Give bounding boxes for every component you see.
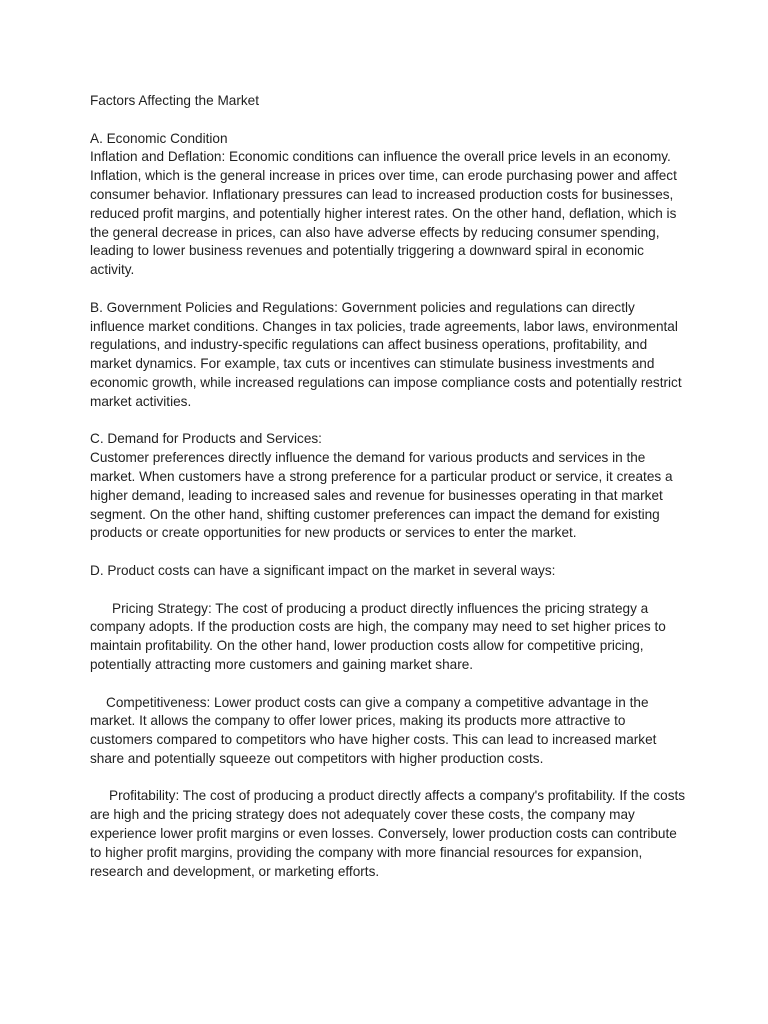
section-body: B. Government Policies and Regulations: Government policies and regulations can directly influence market conditions. Changes in tax policies, trade agreements, labor laws, environmental regulations, and industry-specific regulations can affect business operations, profitability, and market dynamics. For example, tax cuts or incentives can stimulate business investments and economic growth, while increased regulations can impose compliance costs and potentially restrict market activities. <box>90 299 682 409</box>
section-body: D. Product costs can have a significant impact on the market in several ways: <box>90 562 556 578</box>
section-pricing-strategy <box>90 600 690 675</box>
section-heading: C. Demand for Products and Services: <box>90 431 322 447</box>
document-title: Factors Affecting the Market <box>90 93 259 108</box>
section-government-policies <box>90 299 690 412</box>
section-body: Pricing Strategy: The cost of producing a product directly influences the pricing strategy a company adopts. If the production costs are high, the company may need to set higher prices to maintain profitability. On the other hand, lower production costs allow for competitive pricing, potentially attracting more customers and gaining market share. <box>90 600 666 672</box>
section-competitiveness <box>90 694 690 769</box>
section-heading: A. Economic Condition <box>90 130 228 146</box>
section-body: Competitiveness: Lower product costs can give a company a competitive advantage in the market. It allows the company to offer lower prices, making its products more attractive to customers compared to competitors who have higher costs. This can lead to increased market share and potentially squeeze out competitors with higher production costs. <box>90 694 657 766</box>
section-body: Profitability: The cost of producing a product directly affects a company's profitability. If the costs are high and the pricing strategy does not adequately cover these costs, the company may experience lower profit margins or even losses. Conversely, lower production costs can contribute to higher profit margins, providing the company with more financial resources for expansion, research and development, or marketing efforts. <box>90 788 686 879</box>
section-body: Inflation and Deflation: Economic conditions can influence the overall price levels in an economy. Inflation, which is the general increase in prices over time, can erode purchasing power and affect consumer behavior. Inflationary pressures can lead to increased production costs for businesses, reduced profit margins, and potentially higher interest rates. On the other hand, deflation, which is the general decrease in prices, can also have adverse effects by reducing consumer spending, leading to lower business revenues and potentially triggering a downward spiral in economic activity. <box>90 149 677 278</box>
document-page <box>90 92 690 900</box>
section-product-costs <box>90 562 690 581</box>
section-economic-condition <box>90 130 690 280</box>
section-profitability <box>90 787 690 881</box>
section-demand <box>90 430 690 543</box>
section-body: Customer preferences directly influence the demand for various products and services in the market. When customers have a strong preference for a particular product or service, it creates a higher demand, leading to increased sales and revenue for businesses operating in that market segment. On the other hand, shifting customer preferences can impact the demand for existing products or create opportunities for new products or services to enter the market. <box>90 450 673 541</box>
